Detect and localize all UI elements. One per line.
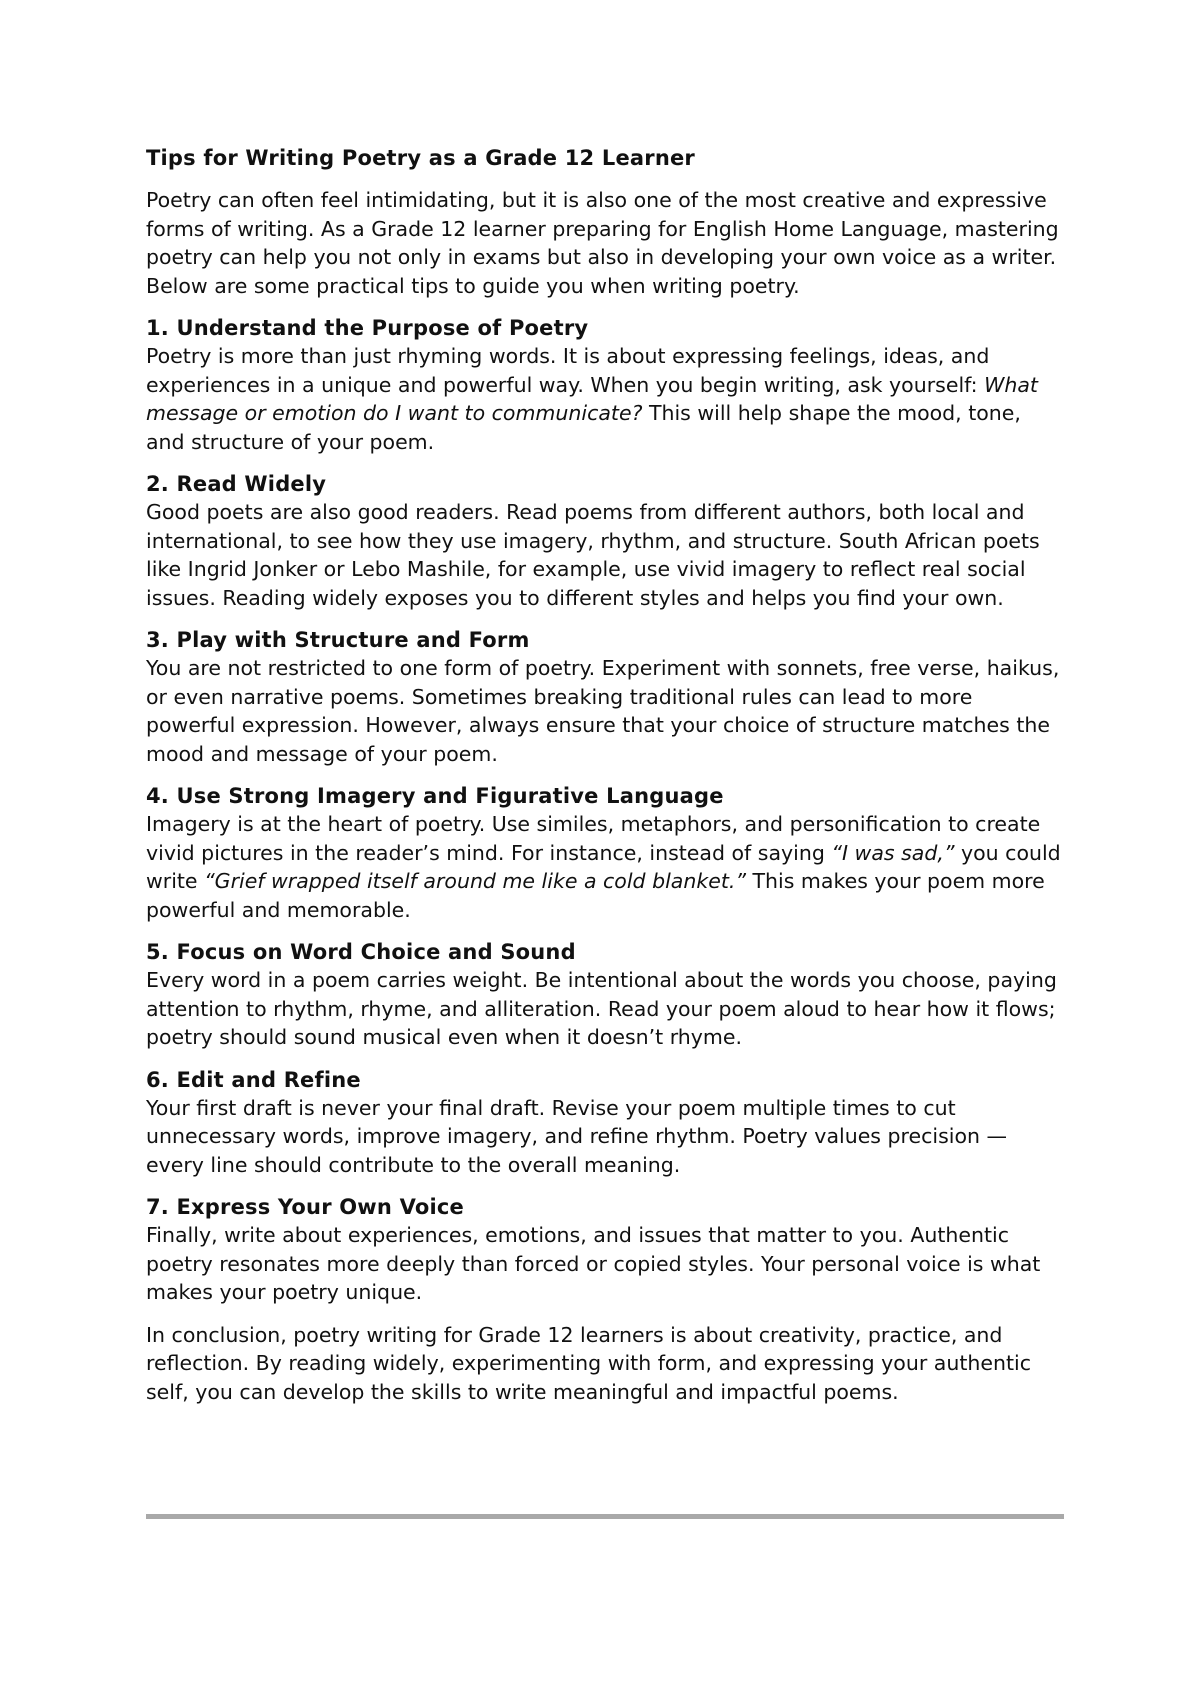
- section-body: [146, 342, 1064, 456]
- section-text: Poetry is more than just rhyming words. It is about expressing feelings, ideas, and experiences in a unique and powerful way. When you begin writing, ask yourself:: [146, 344, 990, 397]
- section-heading: 6. Edit and Refine: [146, 1067, 361, 1092]
- section-heading: 7. Express Your Own Voice: [146, 1195, 464, 1219]
- horizontal-divider: [146, 1514, 1064, 1519]
- emphasis-text: “I was sad,”: [831, 840, 955, 865]
- section-1: [146, 314, 1064, 456]
- section-text: This will help shape the mood, tone, and structure of your poem.: [146, 401, 1021, 454]
- document-title: Tips for Writing Poetry as a Grade 12 Learner: [146, 146, 695, 170]
- section-heading: 1. Understand the Purpose of Poetry: [146, 316, 589, 340]
- document-page: [146, 144, 1064, 1420]
- section-heading: 4. Use Strong Imagery and Figurative Language: [146, 784, 724, 808]
- emphasis-text: “Grief wrapped itself around me like a cold blanket.”: [204, 869, 746, 893]
- section-2: [146, 470, 1064, 612]
- section-7: [146, 1193, 1064, 1307]
- section-text: you could write: [146, 840, 1061, 893]
- section-4: [146, 782, 1064, 924]
- section-6: [146, 1066, 1064, 1180]
- section-5: [146, 938, 1064, 1052]
- intro-paragraph: Poetry can often feel intimidating, but it is also one of the most creative and expressive forms of writing. As a Grade 12 learner preparing for English Home Language, mastering poetry can help you not only in exams but also in developing your own voice as a writer. Below are some practical tips to guide you when writing poetry.: [146, 188, 1059, 298]
- section-body: [146, 810, 1064, 924]
- section-body: Finally, write about experiences, emotions, and issues that matter to you. Authentic poetry resonates more deeply than forced or copied styles. Your personal voice is what makes your poetry unique.: [146, 1223, 1041, 1304]
- section-heading: 2. Read Widely: [146, 472, 327, 496]
- section-body: You are not restricted to one form of poetry. Experiment with sonnets, free verse, haikus, or even narrative poems. Sometimes breaking traditional rules can lead to more powerful expression. However, always ensure that your choice of structure matches the mood and message of your poem.: [146, 656, 1060, 766]
- section-heading: 5. Focus on Word Choice and Sound: [146, 940, 576, 964]
- section-text: Imagery is at the heart of poetry. Use similes, metaphors, and personification to create vivid pictures in the reader’s mind. For instance, instead of saying: [146, 812, 1041, 865]
- section-body: Every word in a poem carries weight. Be intentional about the words you choose, paying attention to rhythm, rhyme, and alliteration. Read your poem aloud to hear how it flows; poetry should sound musical even when it doesn’t rhyme.: [146, 968, 1057, 1049]
- conclusion-paragraph: In conclusion, poetry writing for Grade 12 learners is about creativity, practice, and reflection. By reading widely, experimenting with form, and expressing your authentic self, you can develop the skills to write meaningful and impactful poems.: [146, 1322, 1031, 1404]
- section-heading: 3. Play with Structure and Form: [146, 628, 530, 652]
- emphasis-text: What message or emotion do I want to communicate?: [146, 372, 1038, 425]
- section-body: Good poets are also good readers. Read poems from different authors, both local and international, to see how they use imagery, rhythm, and structure. South African poets like Ingrid Jonker or Lebo Mashile, for example, use vivid imagery to reflect real social issues. Reading widely exposes you to different styles and helps you find your own.: [146, 500, 1040, 610]
- section-body: Your first draft is never your final draft. Revise your poem multiple times to cut unnecessary words, improve imagery, and refine rhythm. Poetry values precision —every line should contribute to the overall meaning.: [146, 1095, 1007, 1177]
- section-text: This makes your poem more powerful and memorable.: [146, 869, 1045, 922]
- section-3: [146, 626, 1064, 768]
